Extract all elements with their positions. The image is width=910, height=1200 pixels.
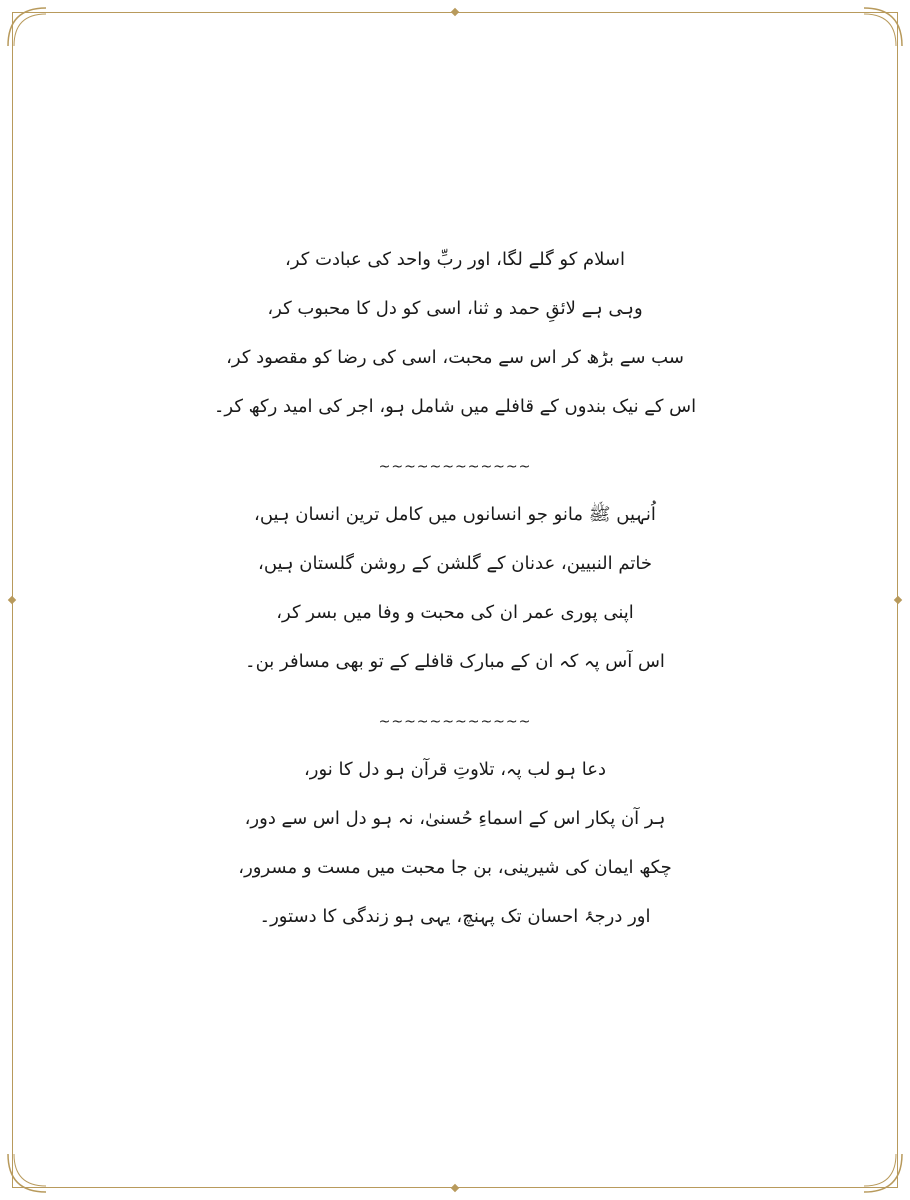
poem-line: خاتم النبیین، عدنان کے گلشن کے روشن گلستان ہیں، <box>258 553 652 574</box>
poem-line: اپنی پوری عمر ان کی محبت و وفا میں بسر کر، <box>276 602 634 623</box>
poem-line: چکھ ایمان کی شیرینی، بن جا محبت میں مست و مسرور، <box>238 857 672 878</box>
poem-line: دعا ہو لب پہ، تلاوتِ قرآن ہو دل کا نور، <box>303 759 607 780</box>
stanza-separator: ~~~~~~~~~~~~ <box>378 459 532 475</box>
stanza <box>0 758 910 929</box>
poem-line: اسلام کو گلے لگا، اور ربِّ واحد کی عبادت کر، <box>285 249 625 270</box>
poem-line: اس کے نیک بندوں کے قافلے میں شامل ہو، اجر کی امید رکھ کر۔ <box>213 396 697 417</box>
poem-line: اس آس پہ کہ ان کے مبارک قافلے کے تو بھی مسافر بن۔ <box>245 651 665 672</box>
stanza-separator: ~~~~~~~~~~~~ <box>378 714 532 730</box>
poem-line: سب سے بڑھ کر اس سے محبت، اسی کی رضا کو مقصود کر، <box>226 347 684 368</box>
stanza <box>0 248 910 419</box>
poem-line: ہر آن پکار اس کے اسماءِ حُسنیٰ، نہ ہو دل اس سے دور، <box>244 808 666 829</box>
corner-ornament-icon <box>6 1150 50 1194</box>
corner-ornament-icon <box>6 6 50 50</box>
poem-line: اُنہیں ﷺ مانو جو انسانوں میں کامل ترین انسان ہیں، <box>254 504 656 525</box>
stanza <box>0 503 910 674</box>
corner-ornament-icon <box>860 1150 904 1194</box>
poem <box>0 248 910 929</box>
poem-line: اور درجۂ احسان تک پہنچ، یہی ہو زندگی کا دستور۔ <box>259 906 651 927</box>
corner-ornament-icon <box>860 6 904 50</box>
poem-line: وہی ہے لائقِ حمد و ثنا، اسی کو دل کا محبوب کر، <box>267 298 643 319</box>
